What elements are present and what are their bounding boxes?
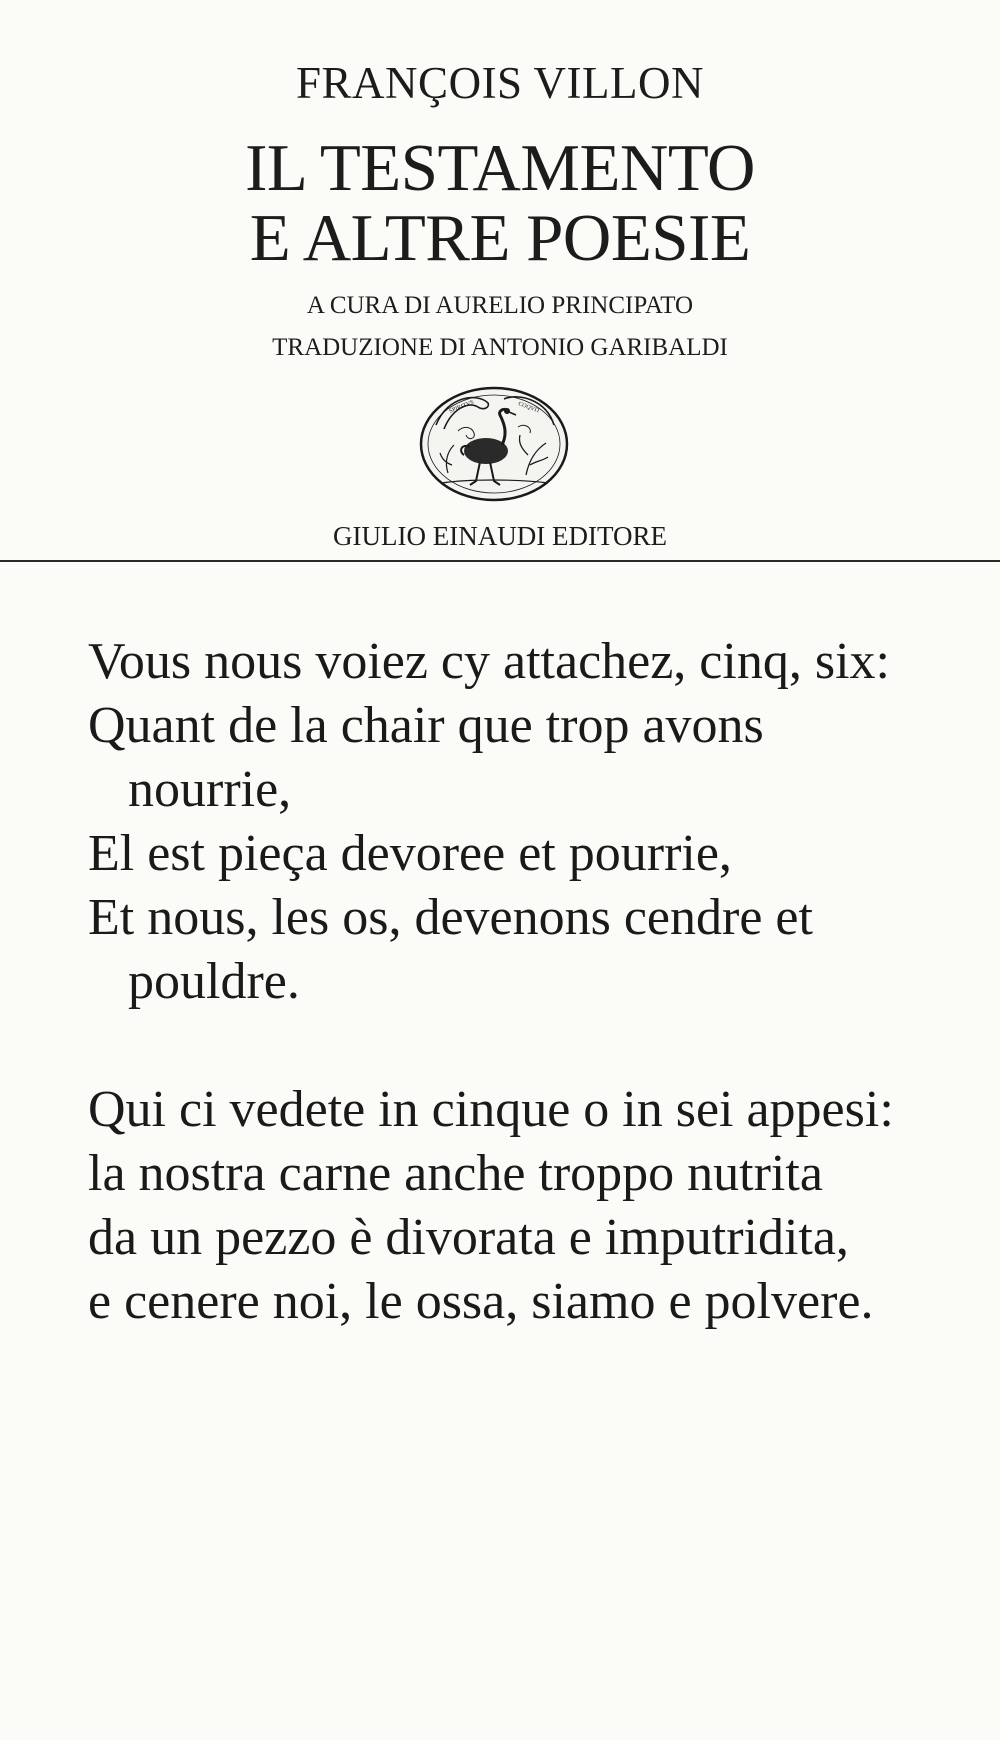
svg-text:SPIRITVS: SPIRITVS xyxy=(448,399,475,415)
verse-line: El est pieça devoree et pourrie, xyxy=(88,825,732,882)
book-title xyxy=(0,133,1000,273)
verse-line: Et nous, les os, devenons cendre et xyxy=(88,889,813,946)
title-line-1: IL TESTAMENTO xyxy=(245,131,755,205)
poem-excerpt xyxy=(88,630,968,1334)
editor-credit: A CURA DI AURELIO PRINCIPATO xyxy=(306,292,694,319)
verse-line: nourrie, xyxy=(128,761,292,818)
divider xyxy=(0,560,1000,562)
stanza-translation xyxy=(88,1078,968,1334)
publisher-name: GIULIO EINAUDI EDITORE xyxy=(333,521,667,551)
verse-line: la nostra carne anche troppo nutrita xyxy=(88,1145,823,1202)
stanza-original xyxy=(88,630,968,1014)
verse-line: Quant de la chair que trop avons xyxy=(88,697,764,754)
ostrich-emblem-icon xyxy=(418,385,570,503)
credits xyxy=(0,285,1000,369)
translator-credit: TRADUZIONE DI ANTONIO GARIBALDI xyxy=(272,334,728,361)
verse-line: da un pezzo è divorata e imputridita, xyxy=(88,1209,849,1266)
verse-line: e cenere noi, le ossa, siamo e polvere. xyxy=(88,1273,874,1330)
svg-text:COQVIT: COQVIT xyxy=(517,401,541,415)
verse-line: Vous nous voiez cy attachez, cinq, six: xyxy=(88,633,890,690)
verse-line: pouldre. xyxy=(128,953,300,1010)
title-line-2: E ALTRE POESIE xyxy=(249,201,751,275)
author-name: FRANÇOIS VILLON xyxy=(296,58,704,108)
verse-line: Qui ci vedete in cinque o in sei appesi: xyxy=(88,1081,894,1138)
